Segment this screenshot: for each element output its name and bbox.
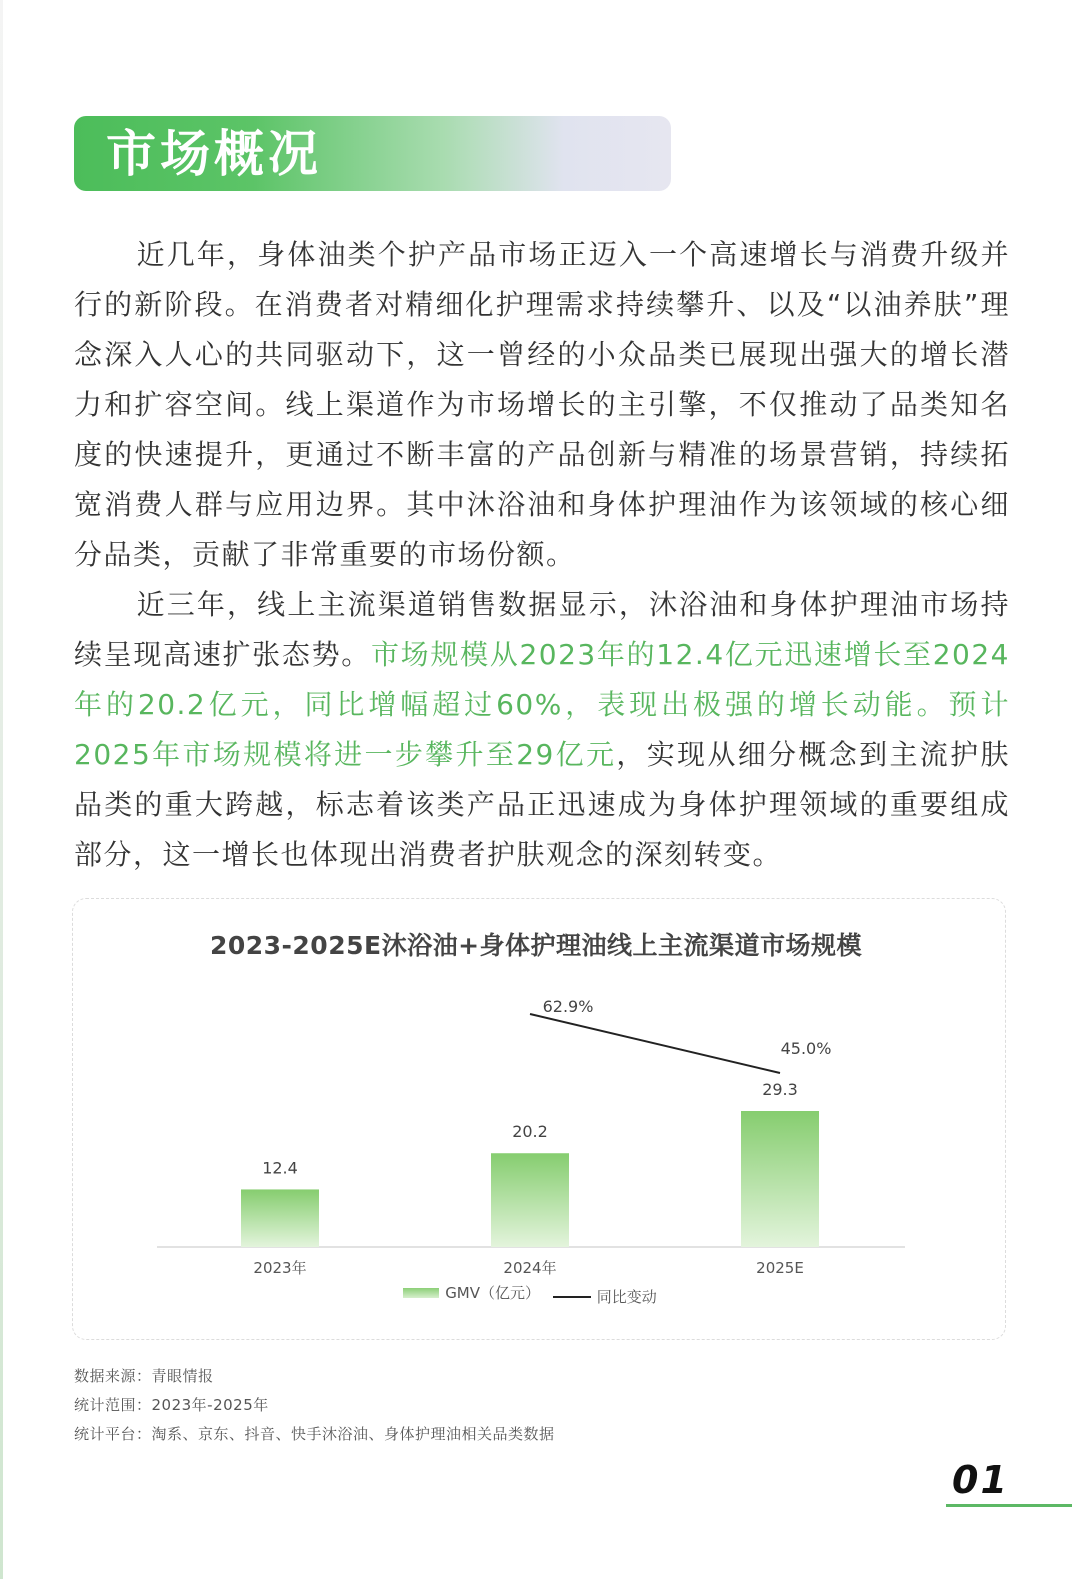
legend-yoy-label: 同比变动 bbox=[596, 1288, 657, 1306]
x-tick-label-1: 2024年 bbox=[503, 1259, 557, 1277]
yoy-value-label-1: 62.9% bbox=[542, 997, 594, 1016]
bar-2 bbox=[741, 1111, 819, 1247]
paragraph-2-rest: ，实现从细分概念到主流护肤品类的重大跨越，标志着该类产品正迅速成为身体护理领域的重要组成部分，这一增长也体现出消费者护肤观念的深刻转变。 bbox=[74, 738, 1010, 871]
paragraph-2-intro: 近三年，线上主流渠道销售数据显示，沐浴油和身体护理油市场持续呈现高速扩张态势。 bbox=[74, 588, 1010, 671]
bar-0 bbox=[241, 1189, 319, 1247]
legend-line-swatch bbox=[553, 1296, 591, 1298]
bar-value-label-0: 12.4 bbox=[262, 1158, 298, 1178]
yoy-value-label-2: 45.0% bbox=[780, 1039, 832, 1058]
legend-gmv-label: GMV（亿元） bbox=[445, 1284, 541, 1302]
legend-bar-swatch bbox=[403, 1288, 439, 1298]
page-number: 01 bbox=[952, 1458, 1009, 1502]
data-notes bbox=[74, 1362, 555, 1449]
paragraph-1-text: 近几年，身体油类个护产品市场正迈入一个高速增长与消费升级并行的新阶段。在消费者对精细化护理需求持续攀升、以及“以油养肤”理念深入人心的共同驱动下，这一曾经的小众品类已展现出强大的增长潜力和扩容空间。线上渠道作为市场增长的主引擎，不仅推动了品类知名度的快速提升，更通过不断丰富的产品创新与精准的场景营销，持续拓宽消费人群与应用边界。其中沐浴油和身体护理油作为该领域的核心细分品类，贡献了非常重要的市场份额。 bbox=[74, 238, 1010, 571]
x-tick-label-0: 2023年 bbox=[253, 1259, 307, 1277]
x-tick-label-2: 2025E bbox=[756, 1259, 804, 1277]
yoy-line bbox=[530, 1014, 780, 1073]
note-source: 数据来源：青眼情报 bbox=[74, 1367, 214, 1385]
chart-legend bbox=[0, 1282, 1060, 1307]
page-number-underline bbox=[946, 1504, 1072, 1507]
bar-value-label-1: 20.2 bbox=[512, 1122, 548, 1142]
chart-title: 2023-2025E沐浴油+身体护理油线上主流渠道市场规模 bbox=[209, 931, 863, 960]
note-platform: 统计平台：淘系、京东、抖音、快手沐浴油、身体护理油相关品类数据 bbox=[74, 1425, 555, 1443]
paragraph-2-highlight: 市场规模从2023年的12.4亿元迅速增长至2024年的20.2亿元，同比增幅超过60%，表现出极强的增长动能。预计2025年市场规模将进一步攀升至29亿元 bbox=[74, 638, 1010, 771]
legend-item-yoy bbox=[553, 1286, 657, 1307]
bar-1 bbox=[491, 1153, 569, 1247]
bar-value-label-2: 29.3 bbox=[762, 1080, 798, 1099]
legend-item-gmv bbox=[403, 1282, 540, 1303]
note-scope: 统计范围：2023年-2025年 bbox=[74, 1396, 269, 1414]
section-title: 市场概况 bbox=[106, 125, 322, 183]
